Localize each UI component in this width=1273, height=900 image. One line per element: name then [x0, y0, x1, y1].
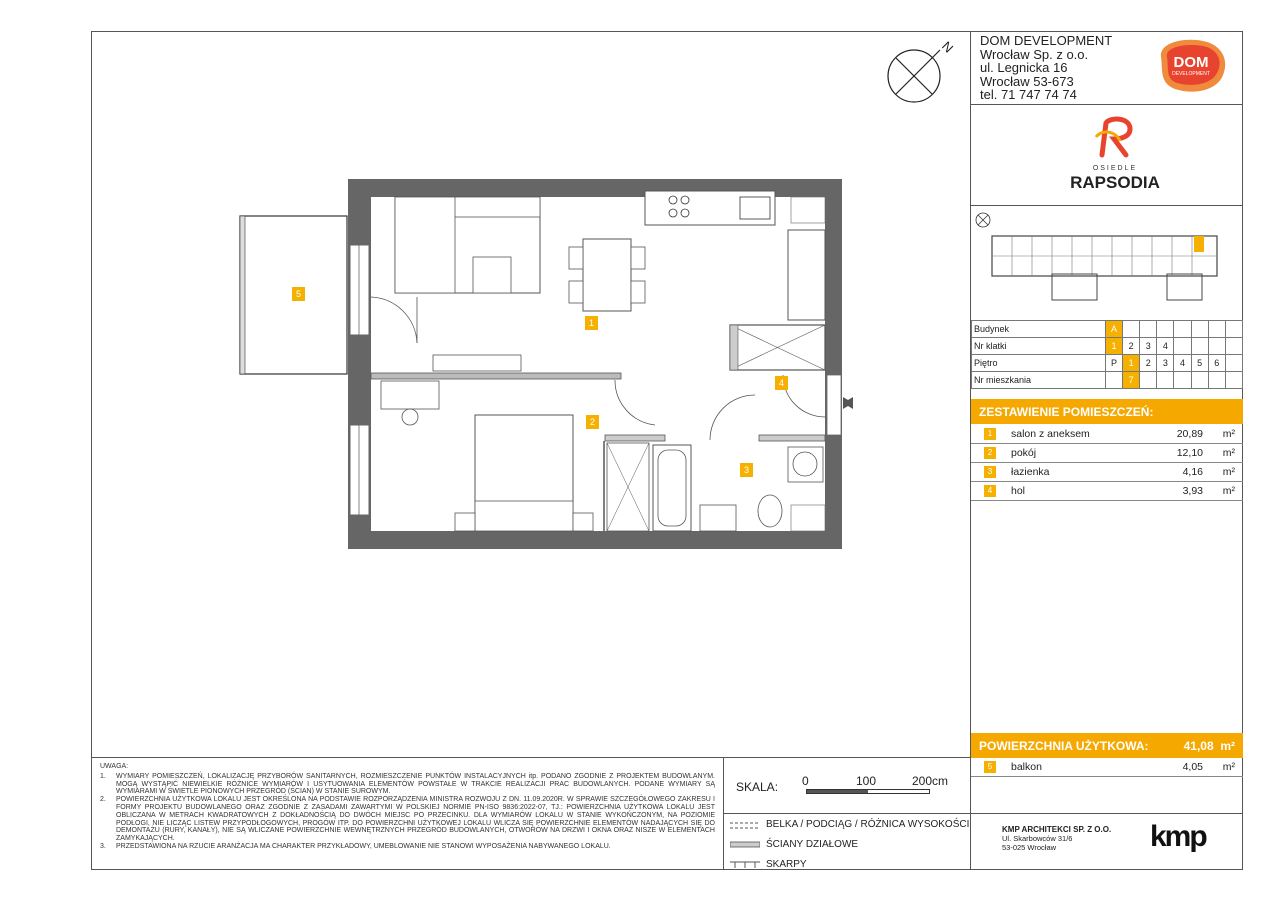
- logo-dom-text: DOM: [1173, 54, 1209, 71]
- mieszkanie-value: 7: [1123, 372, 1140, 389]
- note-item: [100, 843, 715, 851]
- north-label: N: [939, 38, 957, 56]
- note-text: POWIERZCHNIA UŻYTKOWA LOKALU JEST OKREŚLONA NA PODSTAWIE ROZPORZĄDZENIA MINISTRA ROZWOJU Z DN. 11.09.2020R. W SPRAWIE SZCZEGÓŁOWEGO ZAKRESU I FORMY PROJEKTU BUDOWLANEGO ORAZ ZGODNIE Z ZASADAMI ZAWARTYMI W POLSKIEJ NORMIE PN-ISO 9836:2022-07, TJ.: POWIERZCHNIA UŻYTKOWA LOKALU JEST OBLICZANA W METRACH KWADRATOWYCH Z DOKŁADNOŚCIĄ DO DWÓCH MIEJSC PO PRZECINKU. DLA WYMIARÓW LOKALU W STANIE WYKOŃCZONYM, NA POZIOMIE PODŁOGI, NIE LICZĄC LISTEW PRZYPODŁOGOWYCH, PROGÓW ITP. DO POWIERZCHNI UŻYTKOWEJ LOKALU WLICZA SIĘ POWIERZCHNIE ELEMENTÓW NADAJĄCYCH SIĘ DO DEMONTAŻU (RURY, KANAŁY), NIE SĄ WLICZANE POWIERZCHNIE WEWNĘTRZNYCH PRZEGRÓD BUDOWLANYCH, OTWORÓW NA DRZWI I OKNA ORAZ NISZE W ELEMENTACH ZAMYKAJĄCYCH.: [116, 796, 715, 843]
- notes-block: [100, 763, 715, 851]
- klatka-2: 2: [1123, 338, 1140, 355]
- legend-partition-label: ŚCIANY DZIAŁOWE: [766, 839, 859, 850]
- room-row: [971, 482, 1243, 501]
- plan-label-4: 4: [775, 376, 788, 390]
- note-item: [100, 796, 715, 843]
- note-text: PRZEDSTAWIONA NA RZUCIE ARANŻACJA MA CHARAKTER PRZYKŁADOWY, UMEBLOWANIE NIE STANOWI WYPOSAŻENIA NABYWANEGO LOKALU.: [116, 842, 611, 850]
- room-area: 3,93: [1182, 485, 1203, 497]
- architect-name: KMP ARCHITEKCI SP. Z O.O.: [1002, 825, 1112, 834]
- notes-divider: [91, 757, 970, 758]
- row-klatka: [972, 338, 1243, 355]
- total-area-value: 41,08: [1183, 739, 1214, 753]
- room-row: [971, 425, 1243, 444]
- notes-header: UWAGA:: [100, 763, 129, 770]
- balcony-unit: m²: [1222, 761, 1235, 773]
- rapsodia-logo: [1040, 115, 1190, 195]
- room-area: 4,16: [1182, 466, 1203, 478]
- plan-label-1: 1: [585, 316, 598, 330]
- total-area-label: POWIERZCHNIA UŻYTKOWA:: [979, 739, 1149, 753]
- floor-plan: [235, 175, 865, 555]
- room-number: 2: [984, 447, 996, 459]
- balcony-list: [971, 758, 1243, 777]
- company-street: ul. Legnicka 16: [980, 60, 1068, 75]
- klatka-1: 1: [1105, 338, 1122, 355]
- note-index: 3.: [100, 842, 106, 850]
- compass: [880, 36, 960, 106]
- row-mieszkanie: [972, 372, 1243, 389]
- pietro-label: Piętro: [972, 355, 1106, 372]
- room-unit: m²: [1222, 466, 1235, 478]
- legend-beam-label: BELKA / PODCIĄG / RÓŻNICA WYSOKOŚCI: [766, 819, 970, 830]
- company-name: DOM DEVELOPMENT: [980, 33, 1113, 48]
- scale-graphic: [806, 789, 930, 794]
- klatka-label: Nr klatki: [972, 338, 1106, 355]
- room-row: [971, 463, 1243, 482]
- room-name: łazienka: [1011, 466, 1050, 478]
- pietro-p: P: [1105, 355, 1122, 372]
- project-name: RAPSODIA: [1070, 173, 1160, 192]
- balcony-area: 4,05: [1182, 761, 1203, 773]
- project-divider: [970, 205, 1243, 206]
- room-unit: m²: [1222, 485, 1235, 497]
- architect-info: [1002, 825, 1111, 852]
- note-index: 2.: [100, 796, 106, 804]
- company-phone: tel. 71 747 74 74: [980, 87, 1077, 102]
- budynek-label: Budynek: [972, 321, 1106, 338]
- pietro-4: 4: [1174, 355, 1191, 372]
- room-area: 20,89: [1176, 428, 1203, 440]
- rooms-header-text: ZESTAWIENIE POMIESZCZEŃ:: [979, 405, 1154, 419]
- building-key-plan: [972, 208, 1242, 318]
- total-area-unit: m²: [1220, 739, 1235, 753]
- pietro-3: 3: [1157, 355, 1174, 372]
- pietro-2: 2: [1140, 355, 1157, 372]
- osiedle-label: OSIEDLE: [1092, 165, 1138, 172]
- dom-development-logo: [1153, 37, 1229, 95]
- room-number: 1: [984, 428, 996, 440]
- room-name: pokój: [1011, 447, 1037, 459]
- room-unit: m²: [1222, 447, 1235, 459]
- row-budynek: [972, 321, 1243, 338]
- klatka-4: 4: [1157, 338, 1174, 355]
- kmp-logo: kmp: [1150, 820, 1206, 853]
- pietro-1: 1: [1123, 355, 1140, 372]
- company-line2: Wrocław Sp. z o.o.: [980, 46, 1089, 62]
- room-number: 4: [984, 485, 996, 497]
- scale-tick-100: 100: [856, 774, 877, 788]
- balcony-number: 5: [984, 761, 996, 773]
- architect-city: 53-025 Wrocław: [1002, 843, 1057, 852]
- note-item: [100, 773, 715, 796]
- note-text: WYMIARY POMIESZCZEŃ, LOKALIZACJĘ PRZYBORÓW SANITARNYCH, ROZMIESZCZENIE PUNKTÓW INSTALACYJNYCH itp. PODANO ZGODNIE Z PROJEKTEM BUDOWLANYM. MOGĄ WYSTĄPIĆ NIEWIELKIE RÓŻNICE WYMIARÓW I USYTUOWANIA ELEMENTÓW POWSTAŁE W TRAKCIE REALIZACJI PRAC BUDOWLANYCH. PODANE WYMIARY SĄ WYMIARAMI W ŚWIETLE PIONOWYCH PRZEGRÓD (ŚCIAN) W STANIE SUROWYM.: [116, 772, 715, 796]
- company-city: Wrocław 53-673: [980, 73, 1074, 89]
- row-pietro: [972, 355, 1243, 372]
- klatka-3: 3: [1140, 338, 1157, 355]
- rooms-list: [971, 425, 1243, 501]
- plan-label-2: 2: [586, 415, 599, 429]
- rooms-header: [971, 399, 1243, 424]
- scale-tick-0: 0: [802, 774, 809, 788]
- budynek-value: A: [1105, 321, 1122, 338]
- balcony-name: balkon: [1011, 761, 1042, 773]
- legend-item-beam: [730, 817, 969, 837]
- scale-label: SKALA:: [736, 780, 779, 794]
- company-divider: [970, 104, 1243, 105]
- apartment-info-table: [971, 320, 1243, 389]
- room-name: hol: [1011, 485, 1026, 497]
- legend-item-partition: [730, 837, 969, 857]
- pietro-6: 6: [1208, 355, 1225, 372]
- room-name: salon z aneksem: [1011, 428, 1090, 440]
- company-address: [980, 34, 1112, 102]
- legend-item-skarpy: [730, 857, 969, 877]
- balcony-row: [971, 758, 1243, 777]
- logo-development-text: DEVELOPMENT: [1172, 71, 1210, 77]
- legend: [730, 817, 969, 877]
- room-area: 12,10: [1176, 447, 1203, 459]
- architect-street: Ul. Skarbowców 31/6: [1002, 834, 1073, 843]
- room-row: [971, 444, 1243, 463]
- legend-divider: [723, 813, 1243, 814]
- legend-skarpy-label: SKARPY: [766, 859, 807, 870]
- plan-label-3: 3: [740, 463, 753, 477]
- note-index: 1.: [100, 772, 106, 780]
- room-unit: m²: [1222, 428, 1235, 440]
- pietro-5: 5: [1191, 355, 1208, 372]
- scale-tick-200: 200cm: [912, 774, 949, 788]
- plan-label-5: 5: [292, 287, 305, 301]
- mieszkanie-label: Nr mieszkania: [972, 372, 1106, 389]
- total-area-band: [971, 733, 1243, 758]
- room-number: 3: [984, 466, 996, 478]
